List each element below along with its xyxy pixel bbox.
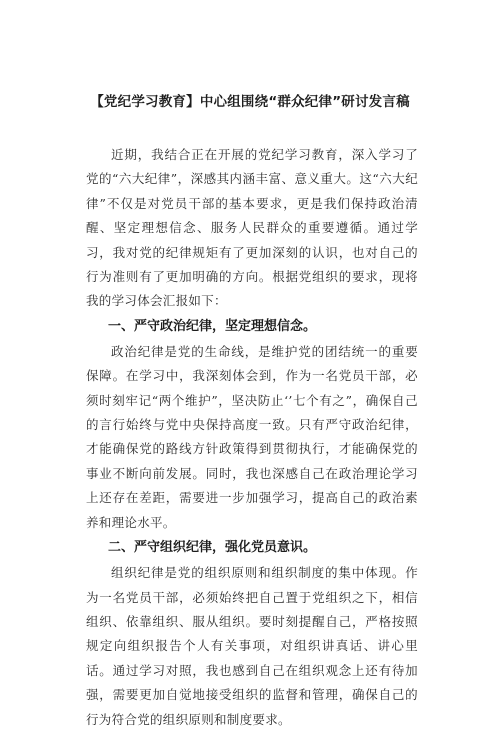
section-heading-political: 一、严守政治纪律，坚定理想信念。 <box>108 318 317 334</box>
document-body <box>86 143 418 732</box>
section-paragraph-organizational: 组织纪律是党的组织原则和组织制度的集中体现。作为一名党员干部，必须始终把自己置于党组织之下，相信组织、依靠组织、服从组织。要时刻提醒自己，严格按照规定向组织报告个人有关事项，对组织讲真话、讲心里话。通过学习对照，我也感到自己在组织观念上还有待加强，需要更加自觉地接受组织的监督和管理，确保自己的行为符合党的组织原则和制度要求。 <box>86 565 418 727</box>
section-paragraph-political: 政治纪律是党的生命线，是维护党的团结统一的重要保障。在学习中，我深刻体会到，作为一名党员干部，必须时刻牢记“两个维护”，坚决防止‘’七个有之”，确保自己的言行始终与党中央保持高度一致。只有严守政治纪律，才能确保党的路线方针政策得到贯彻执行，才能确保党的事业不断向前发展。同时，我也深感自己在政治理论学习上还存在差距，需要进一步加强学习，提高自己的政治素养和理论水平。 <box>86 343 418 530</box>
section-heading-organizational: 二、严守组织纪律，强化党员意识。 <box>108 540 317 556</box>
intro-paragraph: 近期，我结合正在开展的党纪学习教育，深入学习了党的“六大纪律”，深感其内涵丰富、意义重大。这“六大纪律”不仅是对党员干部的基本要求，更是我们保持政治清醒、坚定理想信念、服务人民群众的重要遵循。通过学习，我对党的纪律规矩有了更加深刻的认识，也对自己的行为准则有了更加明确的方向。根据党组织的要求，现将我的学习体会汇报如下： <box>86 147 418 309</box>
document-title: 【党纪学习教育】中心组围绕“群众纪律”研讨发言稿 <box>90 94 410 110</box>
